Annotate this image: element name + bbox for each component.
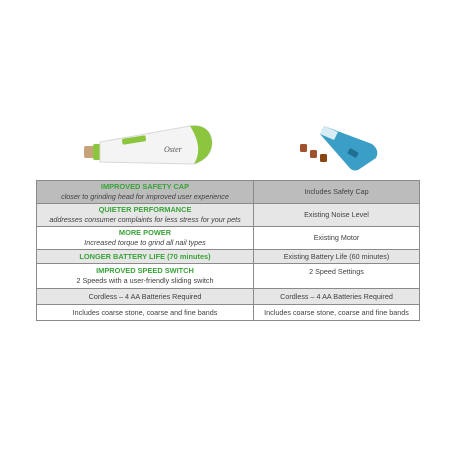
comparison-table bbox=[36, 180, 420, 321]
feature-description: 2 Speeds with a user-friendly sliding switch bbox=[76, 276, 214, 285]
feature-title: QUIETER PERFORMANCE bbox=[98, 205, 192, 214]
new-feature-cell bbox=[37, 204, 254, 227]
sanding-band-icon bbox=[320, 154, 327, 162]
old-feature-cell: Existing Battery Life (60 minutes) bbox=[254, 250, 420, 264]
table-row bbox=[37, 181, 420, 204]
table-row bbox=[37, 305, 420, 321]
feature-title: LONGER BATTERY LIFE (70 minutes) bbox=[79, 251, 211, 261]
table-row bbox=[37, 264, 420, 289]
sanding-band-icon bbox=[310, 150, 317, 158]
new-nail-grinder-image bbox=[78, 118, 218, 176]
feature-title: MORE POWER bbox=[118, 228, 172, 237]
new-feature-cell: Cordless – 4 AA Batteries Required bbox=[37, 289, 254, 305]
new-feature-cell bbox=[37, 181, 254, 204]
new-feature-cell bbox=[37, 264, 254, 289]
old-nail-grinder-image bbox=[298, 116, 380, 176]
old-feature-cell: Cordless – 4 AA Batteries Required bbox=[254, 289, 420, 305]
feature-description: addresses consumer complaints for less stress for your pets bbox=[49, 215, 241, 224]
grinder-drum bbox=[84, 146, 94, 158]
table-row bbox=[37, 289, 420, 305]
feature-title: IMPROVED SPEED SWITCH bbox=[96, 266, 194, 275]
new-feature-cell: Includes coarse stone, coarse and fine bands bbox=[37, 305, 254, 321]
brand-logo: Oster bbox=[164, 145, 182, 154]
table-row bbox=[37, 250, 420, 264]
old-feature-cell: Existing Noise Level bbox=[254, 204, 420, 227]
table-row bbox=[37, 227, 420, 250]
old-feature-cell: Existing Motor bbox=[254, 227, 420, 250]
old-feature-cell: Includes Safety Cap bbox=[254, 181, 420, 204]
new-feature-cell bbox=[37, 250, 254, 264]
sanding-band-icon bbox=[300, 144, 307, 152]
old-feature-cell: 2 Speed Settings bbox=[254, 264, 420, 289]
table-row bbox=[37, 204, 420, 227]
feature-title: IMPROVED SAFETY CAP bbox=[100, 182, 190, 191]
feature-description: closer to grinding head for improved user experience bbox=[61, 192, 229, 201]
feature-description: Increased torque to grind all nail types bbox=[84, 238, 206, 247]
new-feature-cell bbox=[37, 227, 254, 250]
old-feature-cell: Includes coarse stone, coarse and fine bands bbox=[254, 305, 420, 321]
